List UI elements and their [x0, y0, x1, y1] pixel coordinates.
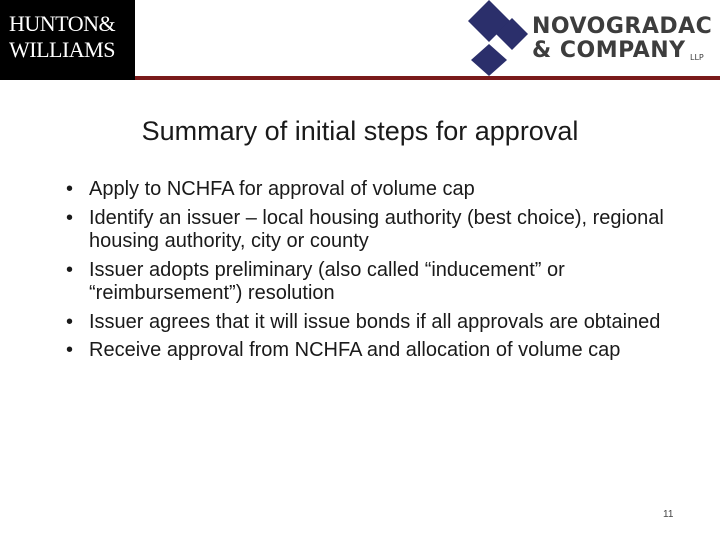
header-rule [135, 76, 720, 80]
page-number: 11 [663, 509, 674, 520]
header-rule-left [0, 76, 135, 80]
bullet-dot: • [66, 310, 74, 333]
bullet-item [66, 339, 686, 363]
bullet-dot: • [66, 339, 74, 361]
novogradac-diamond-icon [465, 0, 529, 76]
bullet-text: Issuer agrees that it will issue bonds if all approvals are obtained [89, 310, 661, 333]
hunton-logo-line2: WILLIAMS [9, 37, 115, 62]
bullet-item [66, 207, 686, 254]
bullet-item [66, 311, 686, 335]
slide-title [0, 116, 720, 147]
novogradac-logo-suffix: LLP [690, 53, 704, 62]
novogradac-logo-line1: NOVOGRADAC [532, 14, 713, 39]
bullet-item [66, 259, 686, 306]
bullet-dot: • [66, 178, 74, 200]
hunton-logo-line1: HUNTON& [9, 11, 116, 36]
bullet-text: Apply to NCHFA for approval of volume cap [89, 178, 475, 200]
bullet-dot: • [66, 206, 74, 229]
bullet-text: Receive approval from NCHFA and allocation of volume cap [89, 339, 621, 361]
bullet-item [66, 178, 686, 202]
bullet-dot: • [66, 258, 74, 281]
bullet-text: Identify an issuer – local housing authority (best choice), regional housing authority, city or county [89, 206, 664, 252]
bullet-text: Issuer adopts preliminary (also called “inducement” or “reimbursement”) resolution [89, 258, 565, 304]
slide-title-text: Summary of initial steps for approval [141, 116, 579, 146]
bullet-list [66, 178, 686, 368]
hunton-williams-logo [0, 0, 135, 76]
novogradac-logo-line2: & COMPANY [532, 38, 686, 63]
